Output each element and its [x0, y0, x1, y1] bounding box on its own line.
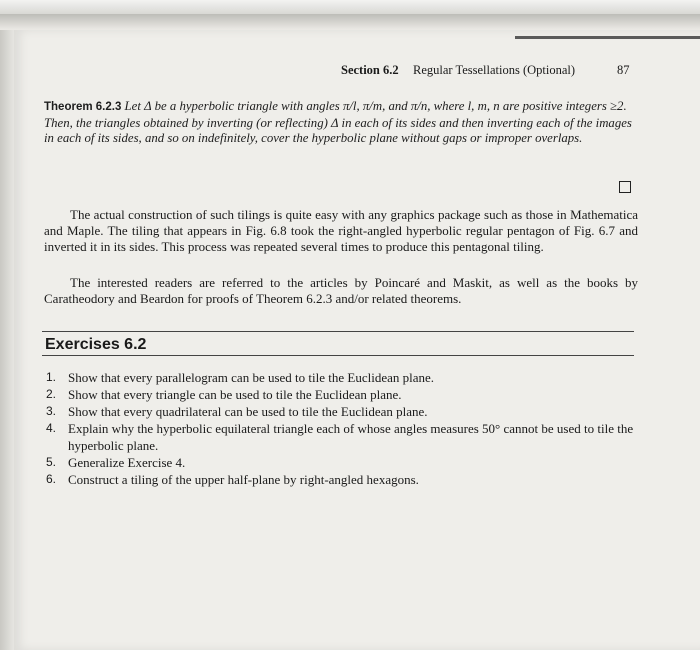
exercises-rule-bottom: [42, 355, 634, 356]
paragraph-text: The actual construction of such tilings is quite easy with any graphics package such as those in Mathematica and Maple. The tiling that appears in Fig. 6.8 took the right-angled hyperbolic regular pentagon of Fig. 6.7 and inverted it in its sides. This process was repeated several times to produce this pentagonal tiling.: [44, 207, 638, 254]
exercise-item: [46, 369, 638, 386]
theorem-block: [44, 99, 639, 147]
theorem-text: Let Δ be a hyperbolic triangle with angles π/l, π/m, and π/n, where l, m, n are positive integers ≥2. Then, the triangles obtained by inverting (or reflecting) Δ in each of its sides and then inverting each of the images in each of its sides, and so on indefinitely, cover the hyperbolic plane without gaps or improper overlaps.: [44, 99, 632, 146]
exercise-number: 5.: [46, 455, 57, 469]
exercises-rule-top: [42, 331, 634, 332]
exercise-text: Explain why the hyperbolic equilateral triangle each of whose angles measures 50° cannot be used to tile the hyperbolic plane.: [68, 421, 634, 453]
book-spine-shadow: [0, 30, 14, 650]
exercise-item: [46, 403, 638, 420]
paragraph-references: [44, 275, 638, 307]
running-header: [0, 63, 700, 81]
exercises-list: [46, 369, 638, 488]
header-rule: [515, 36, 700, 39]
exercise-text: Construct a tiling of the upper half-plane by right-angled hexagons.: [68, 472, 419, 487]
page-number: 87: [617, 63, 630, 77]
exercise-text: Show that every parallelogram can be used to tile the Euclidean plane.: [68, 370, 435, 385]
paragraph-text: The interested readers are referred to the articles by Poincaré and Maskit, as well as the books by Caratheodory and Beardon for proofs of Theorem 6.2.3 and/or related theorems.: [44, 275, 638, 306]
exercise-number: 1.: [46, 370, 57, 384]
exercise-item: [46, 386, 638, 403]
exercise-text: Show that every quadrilateral can be used to tile the Euclidean plane.: [68, 404, 428, 419]
exercise-item: [46, 471, 638, 488]
section-title: Regular Tessellations (Optional): [413, 63, 576, 77]
section-number: Section 6.2: [341, 63, 399, 77]
page-top-edge: [0, 0, 700, 14]
exercise-item: [46, 454, 638, 471]
paragraph-construction: [44, 207, 638, 254]
exercise-number: 4.: [46, 421, 57, 435]
exercise-text: Show that every triangle can be used to tile the Euclidean plane.: [68, 387, 402, 402]
exercise-item: [46, 420, 638, 454]
page-top-shadow: [0, 14, 700, 30]
exercise-number: 2.: [46, 387, 57, 401]
exercises-heading: Exercises 6.2: [45, 336, 147, 353]
exercise-text: Generalize Exercise 4.: [68, 455, 186, 470]
exercise-number: 6.: [46, 472, 57, 486]
theorem-label: Theorem 6.2.3: [44, 101, 122, 113]
qed-box-icon: [619, 181, 631, 193]
exercise-number: 3.: [46, 404, 57, 418]
